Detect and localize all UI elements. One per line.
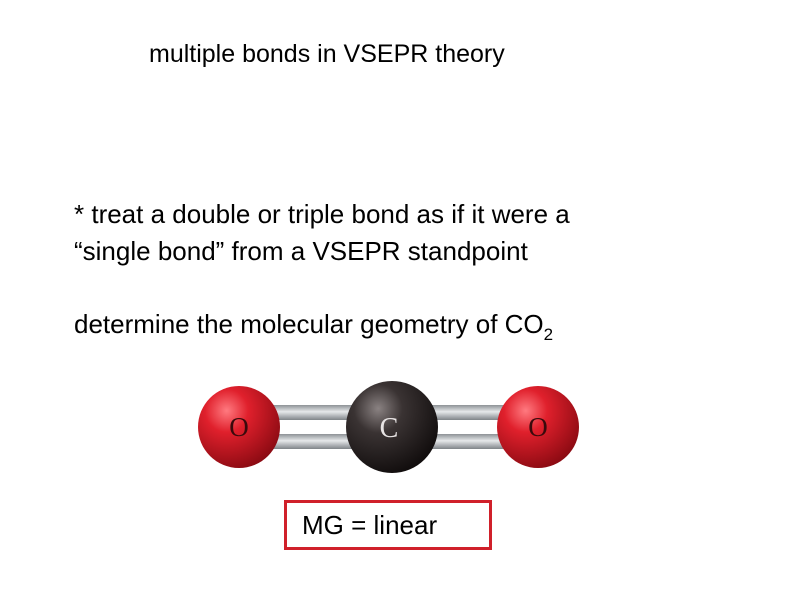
bullet-line-1: * treat a double or triple bond as if it were a [74, 199, 570, 229]
atom-label-right: O [528, 412, 548, 442]
question-subscript: 2 [543, 325, 554, 344]
atom-label-center: C [379, 413, 399, 444]
bullet-line-2: “single bond” from a VSEPR standpoint [74, 236, 528, 266]
slide-title: multiple bonds in VSEPR theory [149, 40, 505, 68]
atom-label-left: O [229, 412, 249, 442]
question-main: determine the molecular geometry of CO [74, 309, 544, 339]
bullet-text [74, 196, 570, 270]
question-text [74, 306, 553, 343]
answer-box [284, 500, 492, 550]
answer-text: MG = linear [302, 510, 438, 540]
co2-molecule-model [196, 378, 588, 478]
